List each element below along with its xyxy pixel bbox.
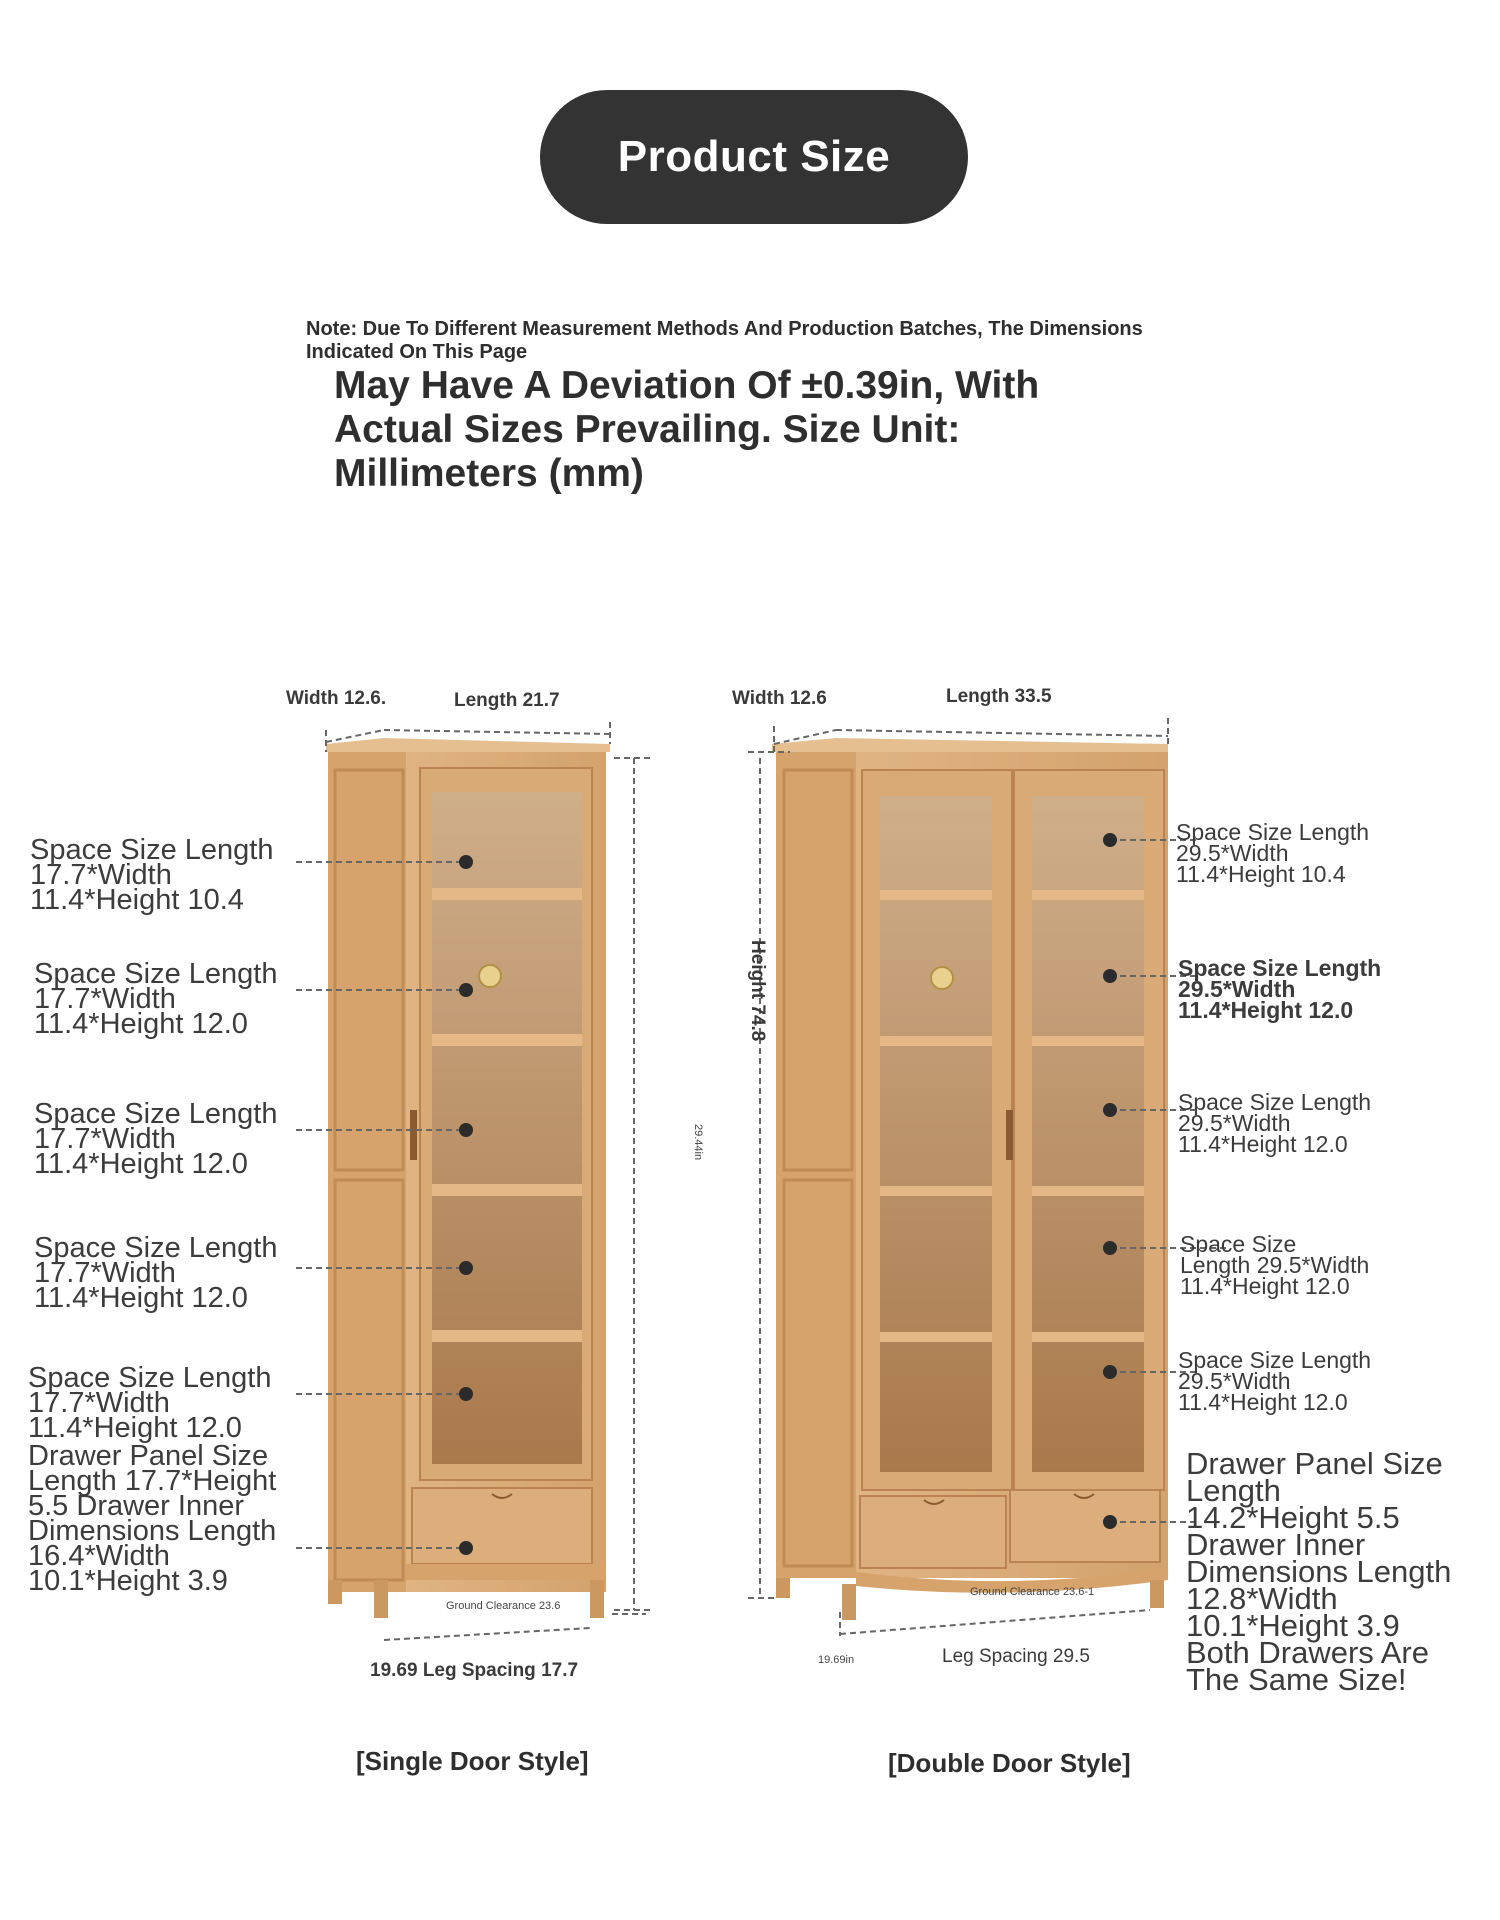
single-door-cabinet: [326, 738, 610, 1618]
single-width-label: Width 12.6.: [286, 688, 387, 709]
single-drawer-label: Drawer Panel Size Length 17.7*Height 5.5 Drawer Inner Dimensions Length 16.4*Width 10.1*Height 3.9: [28, 1440, 277, 1597]
single-style-label: [Single Door Style]: [356, 1746, 589, 1776]
double-style-label: [Double Door Style]: [888, 1748, 1131, 1778]
double-leg-small: 19.69in: [818, 1654, 855, 1666]
double-ground-clearance: Ground Clearance 23.6-1: [970, 1586, 1095, 1598]
single-leg-spacing: 19.69 Leg Spacing 17.7: [370, 1660, 579, 1681]
single-space-label-1: Space Size Length 17.7*Width 11.4*Height 10.4: [30, 834, 274, 916]
single-space-label-5: Space Size Length 17.7*Width 11.4*Height 12.0: [28, 1362, 272, 1444]
single-space-label-3: Space Size Length 17.7*Width 11.4*Height 12.0: [34, 1098, 278, 1180]
double-drawer-label: Drawer Panel Size Length 14.2*Height 5.5 Drawer Inner Dimensions Length 12.8*Width 10.1*Height 3.9 Both Drawers Are The Same Size!: [1186, 1446, 1452, 1697]
note-small: Note: Due To Different Measurement Methods And Production Batches, The Dimensions Indicated On This Page: [306, 318, 1143, 363]
single-space-label-4: Space Size Length 17.7*Width 11.4*Height 12.0: [34, 1232, 278, 1314]
single-length-label: Length 21.7: [454, 690, 560, 711]
single-space-label-2: Space Size Length 17.7*Width 11.4*Height 12.0: [34, 958, 278, 1040]
note-big: May Have A Deviation Of ±0.39in, With Actual Sizes Prevailing. Size Unit: Millimeters (mm): [334, 364, 1040, 495]
double-space-label-4: Space Size Length 29.5*Width 11.4*Height 12.0: [1180, 1231, 1370, 1299]
double-space-label-2: Space Size Length 29.5*Width 11.4*Height 12.0: [1178, 955, 1382, 1023]
double-leg-spacing: Leg Spacing 29.5: [942, 1646, 1090, 1667]
double-space-label-5: Space Size Length 29.5*Width 11.4*Height 12.0: [1178, 1347, 1372, 1415]
double-length-label: Length 33.5: [946, 686, 1052, 707]
double-height-label: Height 74.8: [747, 940, 768, 1042]
double-width-label: Width 12.6: [732, 688, 827, 709]
double-space-label-1: Space Size Length 29.5*Width 11.4*Height 10.4: [1176, 819, 1370, 887]
double-space-label-3: Space Size Length 29.5*Width 11.4*Height 12.0: [1178, 1089, 1372, 1157]
single-ground-clearance: Ground Clearance 23.6: [446, 1600, 561, 1612]
single-height-label: 29.44in: [692, 1124, 704, 1161]
double-door-cabinet: [772, 738, 1168, 1620]
page-title: Product Size: [617, 132, 891, 181]
